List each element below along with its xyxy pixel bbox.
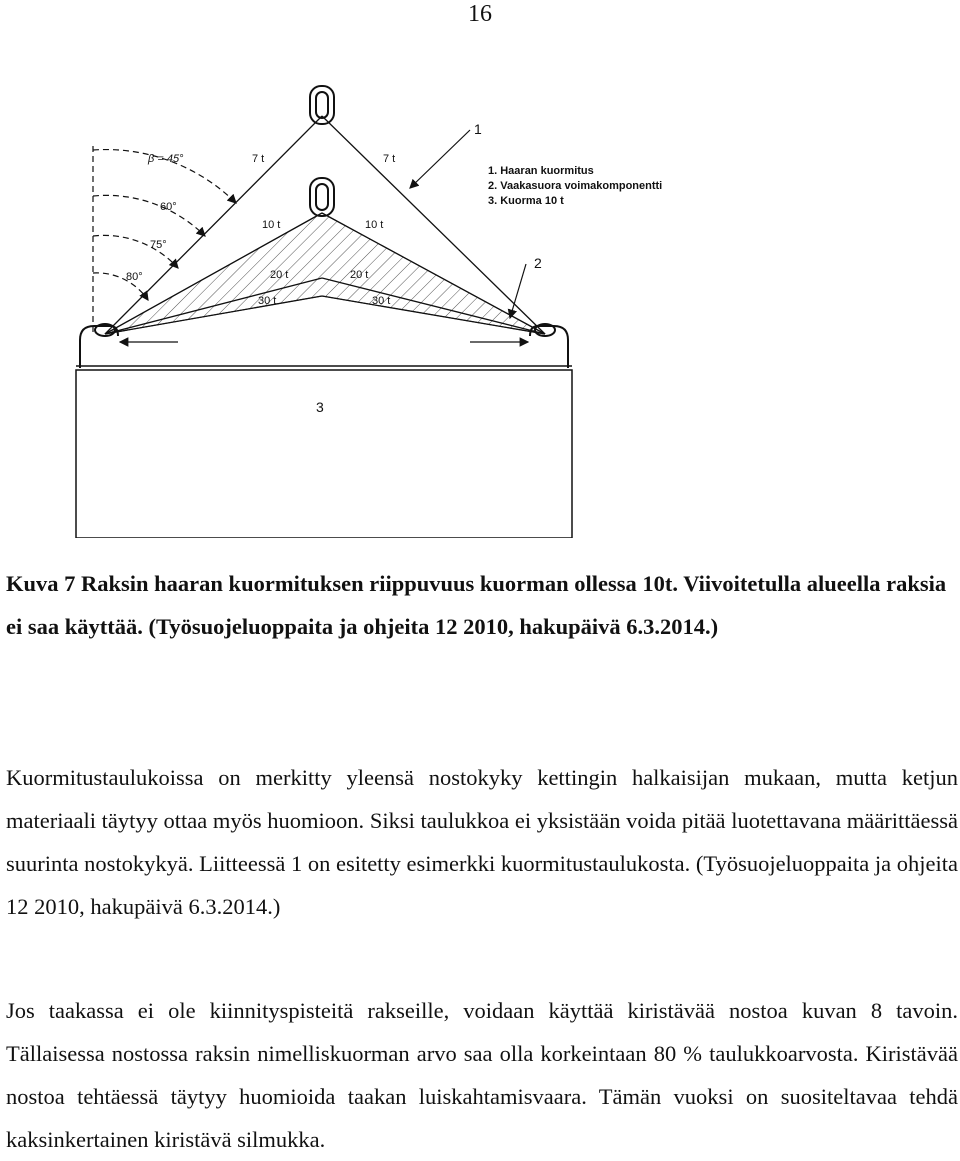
- load-label-mid-right: 10 t: [365, 219, 384, 231]
- load-label-low-right: 20 t: [350, 269, 369, 281]
- load-label-mid-left: 10 t: [262, 219, 281, 231]
- load-block: [76, 370, 572, 538]
- legend-item-2: 2. Vaakasuora voimakomponentti: [488, 180, 663, 192]
- load-label-top-right: 7 t: [383, 153, 396, 165]
- legend-item-3: 3. Kuorma 10 t: [488, 195, 564, 207]
- callout-1-leader: [410, 130, 470, 188]
- top-link-icon: [310, 86, 334, 124]
- sling-diagram-svg: [60, 78, 680, 538]
- angle-label-75: 75°: [150, 239, 167, 251]
- middle-link-icon: [310, 178, 334, 216]
- load-label-low-left: 20 t: [270, 269, 289, 281]
- callout-2: 2: [534, 255, 542, 271]
- paragraph-load-tables: Kuormitustaulukoissa on merkitty yleensä nostokyky kettingin halkaisijan mukaan, mutta ketjun materiaali täytyy ottaa myös huomioon. Siksi taulukkoa ei yksistään voida pitää luotettavana määrittäessä suurinta nostokykyä. Liitteessä 1 on esitetty esimerkki kuormitustaulukosta. (Työsuojeluoppaita ja ohjeita 12 2010, hakupäivä 6.3.2014.): [6, 765, 958, 919]
- load-label-top-left: 7 t: [252, 153, 265, 165]
- angle-label-60: 60°: [160, 201, 177, 213]
- hatched-area: [105, 213, 545, 334]
- figure-caption: Kuva 7 Raksin haaran kuormituksen riippuvuus kuorman ollessa 10t. Viivoitetulla alueella raksia ei saa käyttää. (Työsuojeluoppaita ja ohjeita 12 2010, hakupäivä 6.3.2014.): [6, 571, 947, 639]
- callout-1: 1: [474, 121, 482, 137]
- load-label-bottom-right: 30 t: [372, 295, 391, 307]
- legend-item-1: 1. Haaran kuormitus: [488, 165, 594, 177]
- paragraph-choke-lift: Jos taakassa ei ole kiinnityspisteitä rakseille, voidaan käyttää kiristävää nostoa kuvan 8 tavoin. Tällaisessa nostossa raksin nimelliskuorman arvo saa olla korkeintaan 80 % taulukkoarvosta. Kiristävää nostoa tehtäessä täytyy huomioida taakan luiskahtamisvaara. Tämän vuoksi on suositeltavaa tehdä kaksinkertainen kiristävä silmukka.: [6, 998, 958, 1152]
- right-hook-icon: [530, 324, 568, 368]
- angle-label-80: 80°: [126, 271, 143, 283]
- load-label-bottom-left: 30 t: [258, 295, 277, 307]
- callout-2-leader: [510, 264, 526, 318]
- page-number: 16: [468, 1, 492, 27]
- angle-label-45: β = 45°: [148, 153, 184, 165]
- callout-3: 3: [316, 399, 324, 415]
- sling-load-diagram: [60, 78, 680, 538]
